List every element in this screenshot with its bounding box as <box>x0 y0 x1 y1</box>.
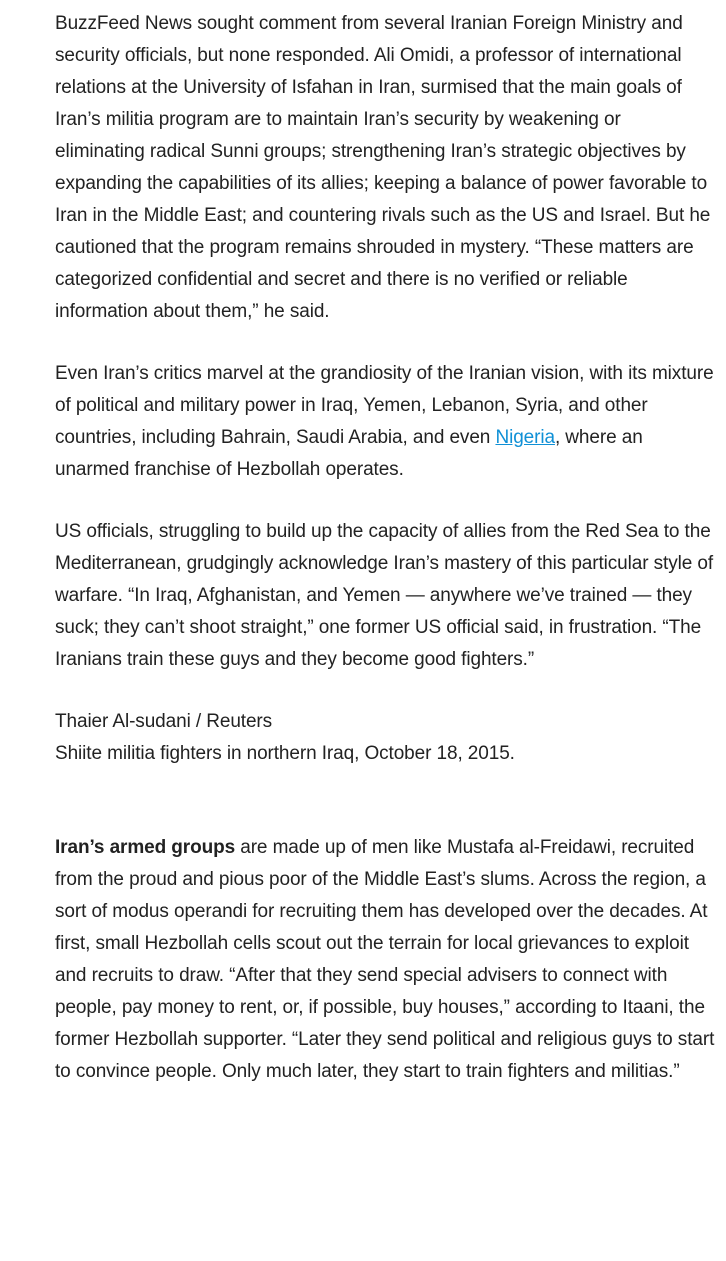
paragraph-4 <box>55 832 715 1088</box>
paragraph-4-text: are made up of men like Mustafa al-Freidawi, recruited from the proud and pious poor of the Middle East’s slums. Across the region, a sort of modus operandi for recruiting them has developed over the decades. At first, small Hezbollah cells scout out the terrain for local grievances to exploit and recruits to draw. “After that they send special advisers to connect with people, pay money to rent, or, if possible, buy houses,” according to Itaani, the former Hezbollah supporter. “Later they send political and religious guys to start to convince people. Only much later, they start to train fighters and militias.” <box>55 837 715 1082</box>
paragraph-2-text-before: Even Iran’s critics marvel at the grandiosity of the Iranian vision, with its mixture of political and military power in Iraq, Yemen, Lebanon, Syria, and other countries, including Bahrain, Saudi Arabia, and even <box>55 363 714 448</box>
nigeria-link[interactable]: Nigeria <box>495 427 555 448</box>
paragraph-1: BuzzFeed News sought comment from several Iranian Foreign Ministry and security officials, but none responded. Ali Omidi, a professor of international relations at the University of Isfahan in Iran, surmised that the main goals of Iran’s militia program are to maintain Iran’s security by weakening or eliminating radical Sunni groups; strengthening Iran’s strategic objectives by expanding the capabilities of its allies; keeping a balance of power favorable to Iran in the Middle East; and countering rivals such as the US and Israel. But he cautioned that the program remains shrouded in mystery. “These matters are categorized confidential and secret and there is no verified or reliable information about them,” he said. <box>55 13 711 322</box>
paragraph-4-lead: Iran’s armed groups <box>55 837 236 858</box>
article-body <box>55 8 715 1118</box>
paragraph-2 <box>55 358 715 486</box>
photo-credit: Thaier Al-sudani / Reuters <box>55 711 273 732</box>
paragraph-3: US officials, struggling to build up the capacity of allies from the Red Sea to the Mediterranean, grudgingly acknowledge Iran’s mastery of this particular style of warfare. “In Iraq, Afghanistan, and Yemen — anywhere we’ve trained — they suck; they can’t shoot straight,” one former US official said, in frustration. “The Iranians train these guys and they become good fighters.” <box>55 521 714 670</box>
paragraph-2-text-after: , where an unarmed franchise of Hezbollah operates. <box>55 427 643 480</box>
photo-caption: Shiite militia fighters in northern Iraq, October 18, 2015. <box>55 743 515 764</box>
